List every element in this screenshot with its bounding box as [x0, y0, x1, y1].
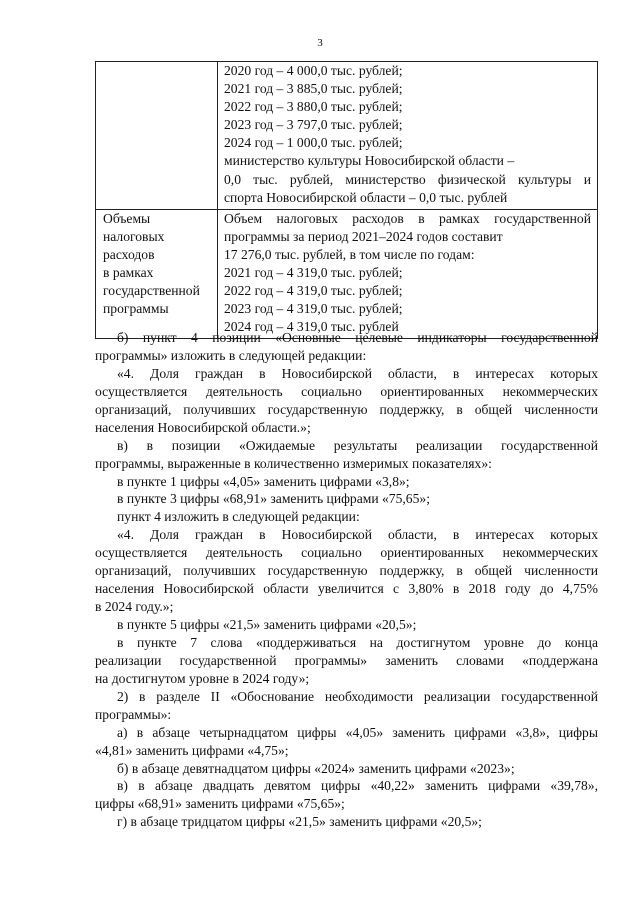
program-parameters-table [95, 61, 598, 339]
text-line: 2024 год – 1 000,0 тыс. рублей; [224, 135, 403, 151]
text-line: 2022 год – 4 319,0 тыс. рублей; [224, 283, 403, 299]
paragraph-line: «4,81» заменить цифрами «4,75»; [95, 742, 289, 758]
paragraph-line: б) пункт 4 позиции «Основные целевые индикаторы государственной [117, 330, 598, 345]
paragraph-line: в пункте 3 цифры «68,91» заменить цифрами «75,65»; [117, 491, 430, 507]
text-line: 2024 год – 4 319,0 тыс. рублей [224, 319, 399, 335]
table-cell-value [218, 209, 598, 339]
text-line: программы за период 2021–2024 годов составит [224, 228, 503, 244]
text-line: министерство культуры Новосибирской области – [224, 153, 515, 169]
paragraph-line: цифры «68,91» заменить цифрами «75,65»; [95, 796, 345, 812]
paragraph-line: на достигнутом уровне в 2024 году»; [95, 670, 310, 686]
table-cell-label [96, 62, 218, 210]
text-line: спорта Новосибирской области – 0,0 тыс. рублей [224, 189, 508, 205]
label-line: программы [103, 301, 169, 317]
paragraph-line: пункт 4 изложить в следующей редакции: [117, 509, 360, 525]
label-line: налоговых [103, 228, 165, 244]
table-cell-label [96, 209, 218, 339]
paragraph-line: программы, выраженные в количественно измеримых показателях»: [95, 455, 492, 471]
paragraph-line: в) в абзаце двадцать девятом цифры «40,22» заменить цифрами «39,78», [117, 778, 598, 794]
text-line: 2020 год – 4 000,0 тыс. рублей; [224, 63, 403, 78]
paragraph-line: в пункте 1 цифры «4,05» заменить цифрами «3,8»; [117, 473, 410, 489]
text-line: 2021 год – 3 885,0 тыс. рублей; [224, 81, 403, 97]
text-line: 2022 год – 3 880,0 тыс. рублей; [224, 99, 403, 115]
document-body [95, 329, 598, 831]
paragraph-line: в 2024 году.»; [95, 599, 174, 615]
paragraph-line: реализации государственной программы» заменить словами «поддержана [95, 652, 598, 668]
label-line: расходов [103, 246, 155, 262]
paragraph-line: а) в абзаце четырнадцатом цифры «4,05» заменить цифрами «3,8», цифры [117, 724, 598, 740]
text-line: 2023 год – 4 319,0 тыс. рублей; [224, 301, 403, 317]
paragraph-line: 2) в разделе II «Обоснование необходимости реализации государственной [117, 688, 598, 704]
text-line: 2023 год – 3 797,0 тыс. рублей; [224, 117, 403, 133]
paragraph-line: организаций, получивших государственную поддержку, в общей численности [95, 563, 598, 579]
paragraph-line: в) в позиции «Ожидаемые результаты реализации государственной [117, 437, 598, 453]
paragraph-line: населения Новосибирской области увеличится с 3,80% в 2018 году до 4,75% [95, 581, 598, 597]
label-line: государственной [103, 283, 200, 299]
paragraph-line: «4. Доля граждан в Новосибирской области, в интересах которых [117, 365, 598, 381]
table-row [96, 209, 598, 339]
paragraph-line: б) в абзаце девятнадцатом цифры «2024» заменить цифрами «2023»; [117, 760, 515, 776]
page-number: 3 [317, 37, 323, 49]
table-row [96, 62, 598, 210]
text-line: 17 276,0 тыс. рублей, в том числе по годам: [224, 246, 475, 262]
paragraph-line: осуществляется деятельность социально ориентированных некоммерческих [95, 545, 598, 561]
paragraph-line: программы» изложить в следующей редакции: [95, 347, 367, 363]
text-line: 0,0 тыс. рублей, министерство физической культуры и [224, 171, 591, 187]
text-line: Объем налоговых расходов в рамках государственной [224, 210, 591, 226]
paragraph-line: осуществляется деятельность социально ориентированных некоммерческих [95, 383, 598, 399]
label-line: в рамках [103, 265, 154, 281]
table-cell-value [218, 62, 598, 210]
paragraph-line: г) в абзаце тридцатом цифры «21,5» заменить цифрами «20,5»; [117, 814, 482, 830]
paragraph-line: программы»: [95, 706, 172, 722]
paragraph-line: «4. Доля граждан в Новосибирской области, в интересах которых [117, 527, 598, 543]
paragraph-line: в пункте 7 слова «поддерживаться на достигнутом уровне до конца [117, 634, 598, 650]
paragraph-line: населения Новосибирской области.»; [95, 419, 311, 435]
paragraph-line: в пункте 5 цифры «21,5» заменить цифрами «20,5»; [117, 617, 417, 632]
paragraph-line: организаций, получивших государственную поддержку, в общей численности [95, 401, 598, 417]
text-line: 2021 год – 4 319,0 тыс. рублей; [224, 265, 403, 281]
label-line: Объемы [103, 210, 151, 226]
